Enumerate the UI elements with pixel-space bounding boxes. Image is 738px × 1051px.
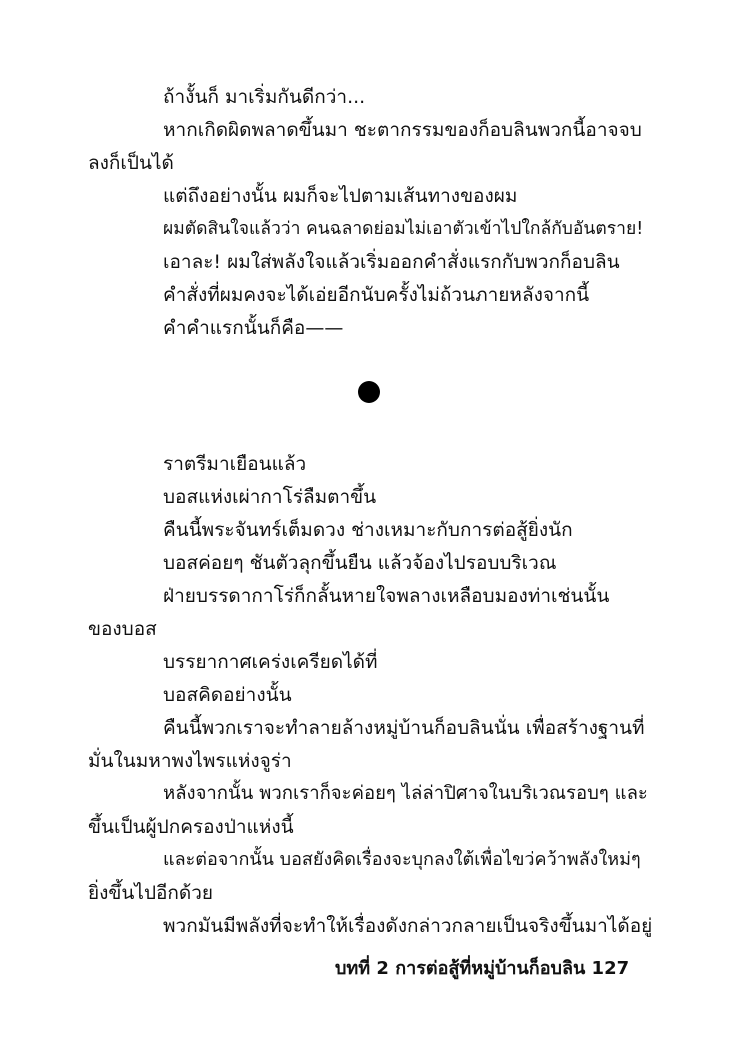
paragraph-line: พวกมันมีพลังที่จะทำให้เรื่องดังกล่าวกลายเป็นจริงขึ้นมาได้อยู่ <box>163 915 653 937</box>
paragraph-line: ราตรีมาเยือนแล้ว <box>163 453 307 475</box>
paragraph-line: บอสแห่งเผ่ากาโร่ลืมตาขึ้น <box>163 486 377 508</box>
paragraph-line: หลังจากนั้น พวกเราก็จะค่อยๆ ไล่ล่าปิศาจในบริเวณรอบๆ และ <box>163 783 648 804</box>
paragraph-line: แต่ถึงอย่างนั้น ผมก็จะไปตามเส้นทางของผม <box>163 185 518 207</box>
paragraph-line: ลงก็เป็นได้ <box>88 152 174 174</box>
paragraph-line: คืนนี้พวกเราจะทำลายล้างหมู่บ้านก็อบลินนั่น เพื่อสร้างฐานที่ <box>163 717 645 739</box>
paragraph-line: ถ้างั้นก็ มาเริ่มกันดีกว่า... <box>163 86 366 108</box>
paragraph-line: บอสค่อยๆ ชันตัวลุกขึ้นยืน แล้วจ้องไปรอบบริเวณ <box>163 552 557 574</box>
paragraph-line: ยิ่งขึ้นไปอีกด้วย <box>88 882 214 904</box>
paragraph-line: เอาละ! ผมใส่พลังใจแล้วเริ่มออกคำสั่งแรกกับพวกก็อบลิน <box>163 251 620 273</box>
paragraph-line: คืนนี้พระจันทร์เต็มดวง ช่างเหมาะกับการต่อสู้ยิ่งนัก <box>163 519 573 541</box>
paragraph-line: บอสคิดอย่างนั้น <box>163 684 292 706</box>
page-footer: บทที่ 2 การต่อสู้ที่หมู่บ้านก็อบลิน 127 <box>335 958 630 979</box>
section-break-dot <box>358 381 380 403</box>
paragraph-line: บรรยากาศเคร่งเครียดได้ที่ <box>163 651 378 673</box>
paragraph-line: ขึ้นเป็นผู้ปกครองป่าแห่งนี้ <box>88 816 294 838</box>
paragraph-line: ฝ่ายบรรดากาโร่ก็กลั้นหายใจพลางเหลือบมองท่าเช่นนั้น <box>163 585 610 607</box>
paragraph-line: ผมตัดสินใจแล้วว่า คนฉลาดย่อมไม่เอาตัวเข้าไปใกล้กับอันตราย! <box>163 219 644 239</box>
paragraph-line: หากเกิดผิดพลาดขึ้นมา ชะตากรรมของก็อบลินพวกนี้อาจจบ <box>163 119 642 141</box>
paragraph-line: คำคำแรกนั้นก็คือ—— <box>163 317 344 339</box>
paragraph-line: มั่นในมหาพงไพรแห่งจูร่า <box>88 750 292 772</box>
paragraph-line: คำสั่งที่ผมคงจะได้เอ่ยอีกนับครั้งไม่ถ้วนภายหลังจากนี้ <box>163 284 590 306</box>
paragraph-line: ของบอส <box>88 618 157 640</box>
paragraph-line: และต่อจากนั้น บอสยังคิดเรื่องจะบุกลงใต้เพื่อไขว่คว้าพลังใหม่ๆ <box>163 849 641 870</box>
